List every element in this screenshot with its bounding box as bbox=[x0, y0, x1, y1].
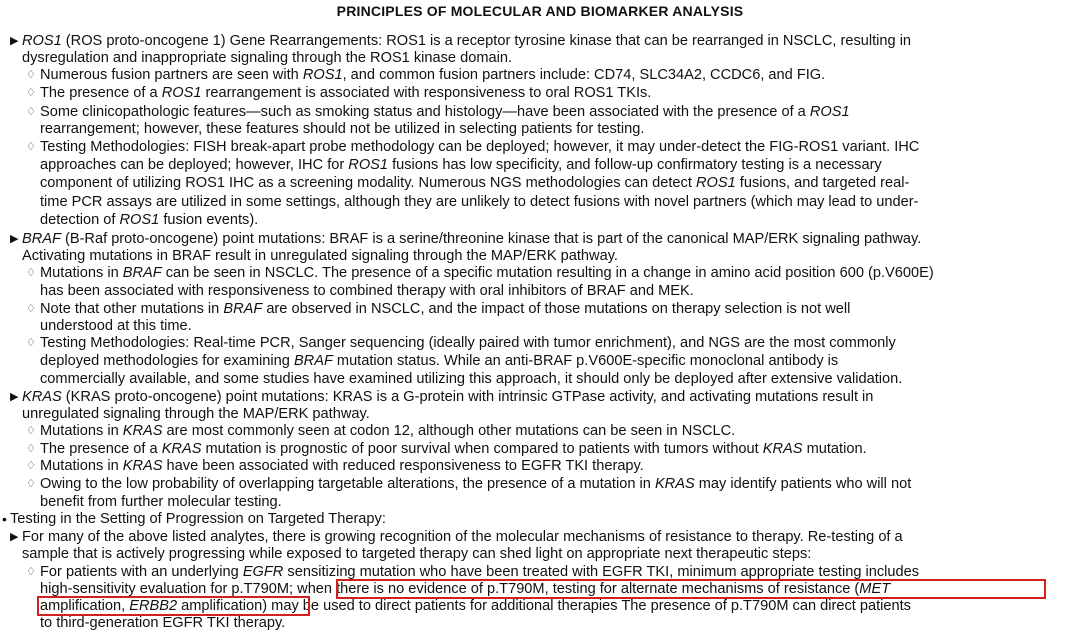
ros1-testing-line2: approaches can be deployed; however, IHC for ROS1 fusions has low specificity, and follow-up confirmatory testing is a necessary bbox=[40, 157, 882, 173]
kras-bullet-overlap-line2: benefit from further molecular testing. bbox=[40, 494, 282, 510]
diamond-bullet-icon: ♢ bbox=[26, 566, 36, 578]
diamond-bullet-icon: ♢ bbox=[26, 141, 36, 153]
egfr-bullet-line1: For patients with an underlying EGFR sensitizing mutation who have been treated with EGFR TKI, minimum appropriate testing includes bbox=[40, 564, 920, 580]
ros1-testing-line5: detection of ROS1 fusion events). bbox=[40, 212, 259, 228]
braf-testing-line1: Testing Methodologies: Real-time PCR, Sanger sequencing (ideally paired with tumor enrichment), and NGS are the most commonly bbox=[40, 335, 896, 351]
diamond-bullet-icon: ♢ bbox=[26, 443, 36, 455]
progression-heading: Testing in the Setting of Progression on Targeted Therapy: bbox=[10, 511, 386, 527]
braf-bullet-other-mutations-line2: understood at this time. bbox=[40, 318, 192, 334]
ros1-bullet-clinicopathologic-line2: rearrangement; however, these features should not be utilized in selecting patients for testing. bbox=[40, 121, 645, 137]
braf-bullet-other-mutations: Note that other mutations in BRAF are observed in NSCLC, and the impact of those mutations on therapy selection is not well bbox=[40, 301, 851, 317]
egfr-bullet-line2: high-sensitivity evaluation for p.T790M; when there is no evidence of p.T790M, testing for alternate mechanisms of resistance (MET bbox=[40, 581, 891, 597]
ros1-testing-line1: Testing Methodologies: FISH break-apart probe methodology can be deployed; however, it may under-detect the FIG-ROS1 variant. IHC bbox=[40, 139, 920, 155]
braf-heading-line2: Activating mutations in BRAF result in unregulated signaling through the MAP/ERK pathway. bbox=[22, 248, 618, 264]
triangle-bullet-icon: ▶ bbox=[10, 233, 19, 245]
diamond-bullet-icon: ♢ bbox=[26, 460, 36, 472]
ros1-testing-line3: component of utilizing ROS1 IHC as a screening modality. Numerous NGS methodologies can detect ROS1 fusions, and targeted real- bbox=[40, 175, 910, 191]
egfr-bullet-line3: amplification, ERBB2 amplification) may be used to direct patients for additional therapies The presence of p.T790M can direct patients bbox=[40, 598, 911, 614]
dot-bullet-icon: • bbox=[2, 511, 7, 527]
page-title: PRINCIPLES OF MOLECULAR AND BIOMARKER ANALYSIS bbox=[336, 3, 744, 19]
egfr-bullet-line4: to third-generation EGFR TKI therapy. bbox=[40, 615, 286, 631]
ros1-heading-line2: dysregulation and inappropriate signaling through the ROS1 kinase domain. bbox=[22, 50, 513, 66]
braf-heading: BRAF (B-Raf proto-oncogene) point mutations: BRAF is a serine/threonine kinase that is part of the canonical MAP/ERK signaling pathway. bbox=[22, 231, 922, 247]
braf-testing-line3: commercially available, and some studies have examined utilizing this approach, it should only be deployed after extensive validation. bbox=[40, 371, 903, 387]
kras-bullet-egfr-tki: Mutations in KRAS have been associated with reduced responsiveness to EGFR TKI therapy. bbox=[40, 458, 644, 474]
triangle-bullet-icon: ▶ bbox=[10, 531, 19, 543]
diamond-bullet-icon: ♢ bbox=[26, 303, 36, 315]
kras-bullet-overlap: Owing to the low probability of overlapping targetable alterations, the presence of a mutation in KRAS may identify patients who will not bbox=[40, 476, 912, 492]
progression-retesting-line2: sample that is actively progressing while exposed to targeted therapy can shed light on appropriate next therapeutic steps: bbox=[22, 546, 812, 562]
diamond-bullet-icon: ♢ bbox=[26, 337, 36, 349]
braf-bullet-v600e-line2: has been associated with responsiveness to combined therapy with oral inhibitors of BRAF and MEK. bbox=[40, 283, 694, 299]
triangle-bullet-icon: ▶ bbox=[10, 391, 19, 403]
ros1-bullet-responsiveness: The presence of a ROS1 rearrangement is associated with responsiveness to oral ROS1 TKIs. bbox=[40, 85, 652, 101]
highlight-box-line1 bbox=[336, 579, 1046, 599]
ros1-testing-line4: time PCR assays are utilized in some settings, although they are unlikely to detect fusions with novel partners (which may lead to under- bbox=[40, 194, 919, 210]
kras-heading: KRAS (KRAS proto-oncogene) point mutations: KRAS is a G-protein with intrinsic GTPase activity, and activating mutations result in bbox=[22, 389, 874, 405]
highlight-box-line2 bbox=[37, 596, 310, 616]
kras-bullet-prognostic: The presence of a KRAS mutation is prognostic of poor survival when compared to patients with tumors without KRAS mutation. bbox=[40, 441, 867, 457]
diamond-bullet-icon: ♢ bbox=[26, 106, 36, 118]
kras-heading-line2: unregulated signaling through the MAP/ERK pathway. bbox=[22, 406, 370, 422]
progression-retesting-line1: For many of the above listed analytes, there is growing recognition of the molecular mechanisms of resistance to therapy. Re-testing of a bbox=[22, 529, 903, 545]
ros1-bullet-fusion-partners: Numerous fusion partners are seen with ROS1, and common fusion partners include: CD74, SLC34A2, CCDC6, and FIG. bbox=[40, 67, 826, 83]
diamond-bullet-icon: ♢ bbox=[26, 425, 36, 437]
braf-testing-line2: deployed methodologies for examining BRAF mutation status. While an anti-BRAF p.V600E-specific monoclonal antibody is bbox=[40, 353, 839, 369]
braf-bullet-v600e: Mutations in BRAF can be seen in NSCLC. The presence of a specific mutation resulting in a change in amino acid position 600 (p.V600E) bbox=[40, 265, 934, 281]
triangle-bullet-icon: ▶ bbox=[10, 35, 19, 47]
diamond-bullet-icon: ♢ bbox=[26, 87, 36, 99]
diamond-bullet-icon: ♢ bbox=[26, 478, 36, 490]
diamond-bullet-icon: ♢ bbox=[26, 267, 36, 279]
ros1-bullet-clinicopathologic: Some clinicopathologic features—such as smoking status and histology—have been associated with the presence of a ROS1 bbox=[40, 104, 850, 120]
diamond-bullet-icon: ♢ bbox=[26, 69, 36, 81]
ros1-heading: ROS1 (ROS proto-oncogene 1) Gene Rearrangements: ROS1 is a receptor tyrosine kinase that can be rearranged in NSCLC, resulting in bbox=[22, 33, 912, 49]
kras-bullet-codon12: Mutations in KRAS are most commonly seen at codon 12, although other mutations can be seen in NSCLC. bbox=[40, 423, 736, 439]
